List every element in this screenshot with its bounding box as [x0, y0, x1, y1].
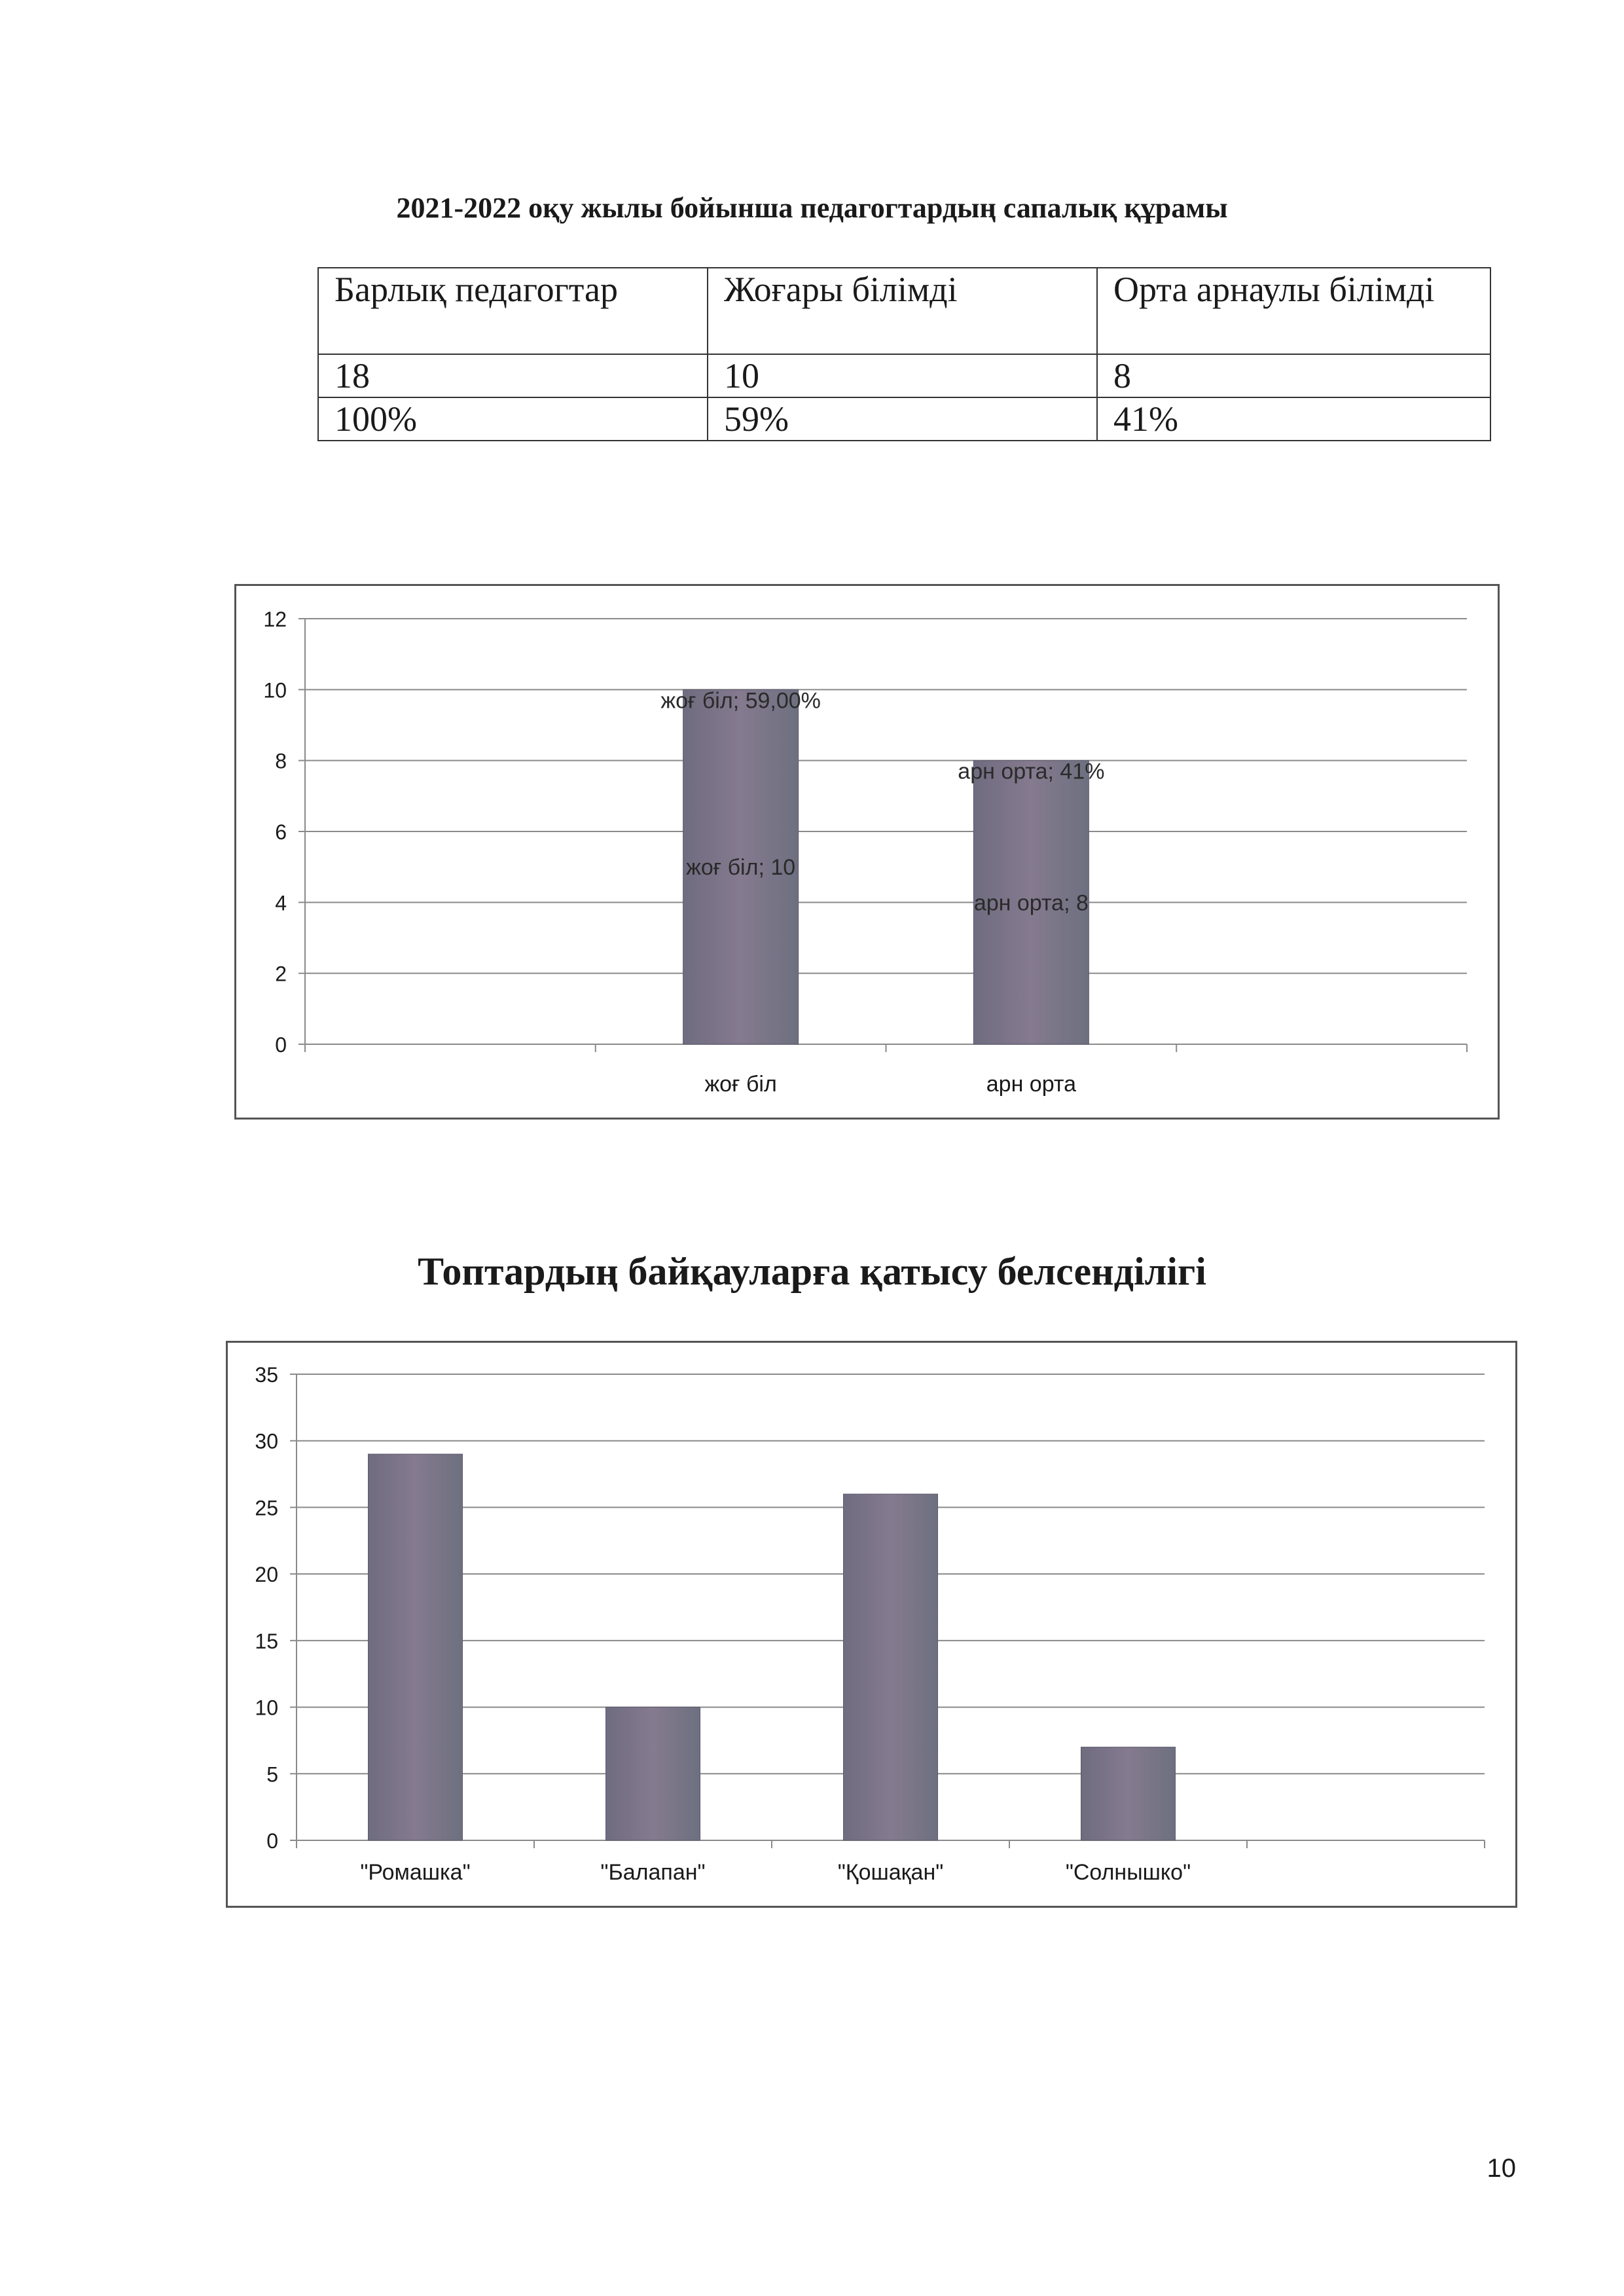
- x-category-label: "Солнышко": [1065, 1860, 1191, 1885]
- y-tick-label: 10: [263, 678, 287, 702]
- x-category-label: "Балапан": [600, 1860, 706, 1885]
- staff-table-title: 2021-2022 оқу жылы бойынша педагогтардың сапалық құрамы: [396, 192, 1228, 224]
- table-cell: 100%: [318, 397, 708, 441]
- education-chart: [236, 586, 1498, 1118]
- y-tick-label: 10: [255, 1696, 278, 1720]
- y-tick-label: 30: [255, 1429, 278, 1453]
- table-header-cell: Орта арнаулы білімді: [1097, 268, 1490, 354]
- table-header-row: [318, 268, 1490, 354]
- groups-chart-title: Топтардың байқауларға қатысу белсенділігі: [418, 1250, 1206, 1293]
- y-tick-label: 15: [255, 1629, 278, 1653]
- bar: [844, 1494, 938, 1840]
- data-label: арн орта; 8: [973, 890, 1089, 916]
- y-tick-label: 8: [275, 749, 287, 773]
- table-row: [318, 397, 1490, 441]
- data-label-percent: арн орта; 41%: [958, 759, 1105, 784]
- bar: [1081, 1747, 1176, 1840]
- x-category-label: "Қошақан": [837, 1860, 944, 1885]
- x-category-label: арн орта: [986, 1072, 1076, 1097]
- table-cell: 59%: [708, 397, 1097, 441]
- table-header-cell: Жоғары білімді: [708, 268, 1097, 354]
- staff-quality-table: [317, 267, 1491, 441]
- table-row: [318, 354, 1490, 397]
- bar: [606, 1707, 700, 1840]
- y-tick-label: 35: [255, 1363, 278, 1387]
- groups-chart-box: [226, 1341, 1517, 1908]
- y-tick-label: 6: [275, 820, 287, 844]
- table-cell: 10: [708, 354, 1097, 397]
- y-tick-label: 4: [275, 891, 287, 915]
- x-category-label: жоғ біл: [704, 1072, 777, 1097]
- table-header-cell: Барлық педагогтар: [318, 268, 708, 354]
- y-tick-label: 25: [255, 1496, 278, 1520]
- groups-chart: [228, 1343, 1515, 1906]
- table-cell: 41%: [1097, 397, 1490, 441]
- table-cell: 18: [318, 354, 708, 397]
- y-tick-label: 0: [275, 1033, 287, 1057]
- education-chart-box: [234, 584, 1500, 1120]
- page-number: 10: [1487, 2154, 1516, 2183]
- x-category-label: "Ромашка": [360, 1860, 471, 1885]
- data-label: жоғ біл; 10: [686, 855, 796, 881]
- data-label-percent: жоғ біл; 59,00%: [660, 688, 821, 714]
- bar: [369, 1454, 463, 1840]
- y-tick-label: 20: [255, 1563, 278, 1587]
- y-tick-label: 2: [275, 962, 287, 986]
- y-tick-label: 12: [263, 608, 287, 631]
- table-cell: 8: [1097, 354, 1490, 397]
- y-tick-label: 0: [266, 1829, 278, 1853]
- y-tick-label: 5: [266, 1762, 278, 1787]
